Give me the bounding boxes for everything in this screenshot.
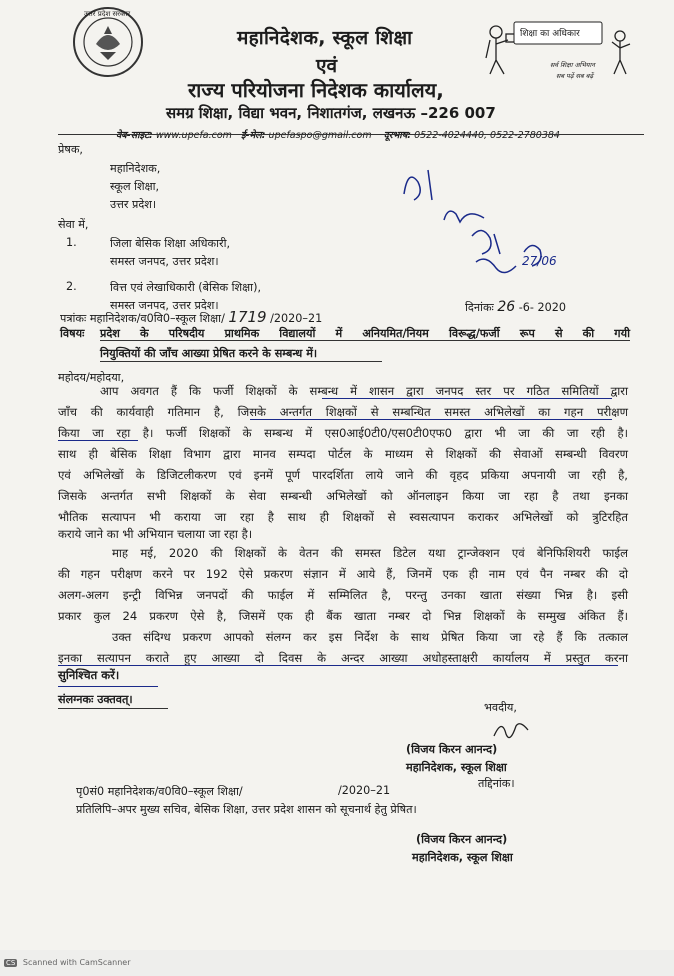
- signatory-name: (विजय किरन आनन्द): [406, 743, 498, 756]
- recipient-2-line-2: समस्त जनपद, उत्तर प्रदेश।: [110, 299, 219, 312]
- reference-year: /2020–21: [270, 312, 323, 325]
- handwritten-date: 26: [497, 299, 516, 315]
- sender-line-1: महानिदेशक,: [110, 162, 161, 175]
- paragraph-2-line-3: अलग-अलग इन्ट्री विभिन्न जनपदों की फाईल में सम्मिलित है, परन्तु उनका खाता संख्या भिन्न है। इसी: [58, 588, 628, 602]
- paragraph-3-line-2: इनका सत्यापन कराते हुए आख्या दो दिवस के अन्दर आख्या अधोहस्ताक्षरी कार्यालय में प्रस्तुत करना: [58, 651, 628, 665]
- paragraph-3-line-3: सुनिश्चित करें।: [58, 668, 120, 682]
- copy-reference: पृ0सं0 महानिदेशक/व0वि0–स्कूल शिक्षा/: [76, 785, 243, 798]
- subject-line-2: नियुक्तियों की जाँच आख्या प्रेषित करने के सम्बन्ध में।: [100, 347, 318, 360]
- pen-underline-5: [58, 686, 158, 687]
- sender-line-3: उत्तर प्रदेश।: [110, 198, 157, 211]
- up-government-logo: [70, 4, 146, 80]
- paragraph-1-line-5: एवं अभिलेखों के डिजिटलीकरण एवं इनमें पूर्ण पारदर्शिता लाये जाने की वृहद प्रकिया अपनायी जा रही है,: [58, 468, 628, 482]
- paragraph-1-line-1: आप अवगत हैं कि फर्जी शिक्षकों के सम्बन्ध में शासन द्वारा जनपद स्तर पर गठित समितियों द्वारा: [100, 384, 628, 398]
- handwritten-notes: [384, 150, 584, 314]
- pen-underline-2: [250, 419, 612, 420]
- subject-underline-2: [100, 361, 382, 362]
- subject-underline-1: [100, 340, 630, 341]
- paragraph-1-line-7: भौतिक सत्यापन भी कराया जा रहा है साथ ही शिक्षकों से स्वसत्यापन कराकर अभिलेखों को त्रुटिरहित: [58, 510, 628, 524]
- enclosure: संलग्नकः उक्तवत्।: [58, 693, 133, 706]
- logo-caption: उत्तर प्रदेश सरकार: [84, 10, 131, 18]
- copy-year: /2020–21: [338, 784, 391, 797]
- paragraph-2-line-2: की गहन परीक्षण करने पर 192 ऐसे प्रकरण संज्ञान में आये हैं, जिनमें एक ही नाम एवं पैन नम्बर की दो: [58, 567, 628, 581]
- recipient-1-num: 1.: [66, 236, 77, 249]
- enclosure-underline: [58, 708, 168, 709]
- handwritten-note-date: 27/06: [522, 254, 557, 268]
- letterhead-and: एवं: [316, 55, 338, 77]
- paragraph-1-line-8: कराये जाने का भी अभियान चलाया जा रहा है।: [58, 527, 253, 541]
- subject-line-1: प्रदेश के परिषदीय प्राथमिक विद्यालयों में अनियमित/नियम विरूद्ध/फर्जी रूप से की गयी: [100, 327, 630, 340]
- pen-underline-1: [322, 398, 612, 399]
- tatdinank: तद्दिनांक।: [478, 777, 515, 790]
- copy-signatory-designation: महानिदेशक, स्कूल शिक्षा: [412, 851, 513, 864]
- sender-line-2: स्कूल शिक्षा,: [110, 180, 160, 193]
- camscanner-watermark: [4, 958, 130, 967]
- copy-text: प्रतिलिपि–अपर मुख्य सचिव, बेसिक शिक्षा, उत्तर प्रदेश शासन को सूचनार्थ हेतु प्रेषित।: [76, 803, 417, 816]
- recipient-1-line-2: समस्त जनपद, उत्तर प्रदेश।: [110, 255, 219, 268]
- paragraph-1-line-4: साथ ही बेसिक शिक्षा विभाग द्वारा मानव सम्पदा पोर्टल के माध्यम से शिक्षकों की सेवाओं सम्बन्धी विवरण: [58, 447, 628, 461]
- paragraph-2-line-1: माह मई, 2020 की शिक्षकों के वेतन की समस्त डिटेल यथा ट्रान्जेक्शन एवं बेनिफिशियरी फाईल: [112, 546, 628, 560]
- letterhead-address: समग्र शिक्षा, विद्या भवन, निशातगंज, लखनऊ –226 007: [166, 104, 496, 122]
- rte-tagline-1: सर्व शिक्षा अभियान: [550, 61, 595, 69]
- signature-1: [492, 716, 532, 750]
- paragraph-2-line-4: प्रकार कुल 24 प्रकरण ऐसे है, जिसमें एक ही बैंक खाता नम्बर दो भिन्न शिक्षकों के सम्मुख अंकित हैं।: [58, 609, 628, 623]
- camscanner-text: Scanned with CamScanner: [22, 958, 131, 967]
- pen-underline-3: [58, 440, 138, 441]
- closing-yours: भवदीय,: [484, 701, 517, 714]
- paragraph-1-line-2: जाँच की कार्यवाही गतिमान है, जिसके अन्तर्गत शिक्षकों से सम्बन्धित समस्त अभिलेखों का गहन परीक्षण: [58, 405, 628, 419]
- sender-label: प्रेषक,: [58, 143, 83, 156]
- letterhead-title: महानिदेशक, स्कूल शिक्षा: [237, 27, 413, 49]
- website-label: वेब-साइट:: [116, 130, 153, 141]
- phone: 0522-4024440, 0522-2780384: [414, 130, 560, 141]
- header-divider: [58, 134, 644, 135]
- paragraph-1-line-6: जिसके अन्तर्गत सभी शिक्षकों के सेवा सम्बन्धी अभिलेखों को ऑनलाइन किया जा रहा है तथा इनका: [58, 489, 628, 503]
- phone-label: दूरभाष:: [383, 130, 412, 141]
- salutation: महोदय/महोदया,: [58, 371, 125, 384]
- email-label: ई-मेल:: [240, 130, 266, 141]
- reference-number: महानिदेशक/व0वि0–स्कूल शिक्षा/: [89, 312, 225, 325]
- recipients-label: सेवा में,: [58, 218, 89, 231]
- paragraph-1-line-3: किया जा रहा है। फर्जी शिक्षकों के सम्बन्ध में एस0आई0टी0/एस0टी0एफ0 द्वारा भी जा की जा रही है।: [58, 426, 628, 440]
- website: www.upefa.com: [155, 130, 232, 141]
- copy-signatory-name: (विजय किरन आनन्द): [416, 833, 508, 846]
- email: upefaspo@gmail.com: [268, 130, 372, 141]
- handwritten-letter-no: 1719: [228, 308, 267, 326]
- rte-logo: [484, 18, 634, 90]
- recipient-1-line-1: जिला बेसिक शिक्षा अधिकारी,: [110, 237, 231, 250]
- signatory-designation: महानिदेशक, स्कूल शिक्षा: [406, 761, 507, 774]
- reference-line: [60, 308, 322, 326]
- recipient-2-line-1: वित्त एवं लेखाधिकारी (बेसिक शिक्षा),: [110, 281, 262, 294]
- paragraph-3-line-1: उक्त संदिग्ध प्रकरण आपको संलग्न कर इस निर्देश के साथ प्रेषित किया जा रहे हैं कि तत्काल: [112, 630, 628, 644]
- subject-label: विषयः: [60, 327, 85, 340]
- camscanner-badge: CS: [6, 959, 16, 967]
- rte-badge-text: शिक्षा का अधिकार: [520, 29, 580, 39]
- reference-label: पत्रांकः: [60, 312, 87, 325]
- date-label: दिनांकः: [465, 301, 494, 314]
- recipient-2-num: 2.: [66, 280, 77, 293]
- date-rest: -6- 2020: [518, 301, 566, 314]
- rte-tagline-2: सब पढ़ें सब बढ़ें: [556, 72, 594, 80]
- pen-underline-4: [58, 665, 618, 666]
- letterhead-office: राज्य परियोजना निदेशक कार्यालय,: [188, 78, 444, 102]
